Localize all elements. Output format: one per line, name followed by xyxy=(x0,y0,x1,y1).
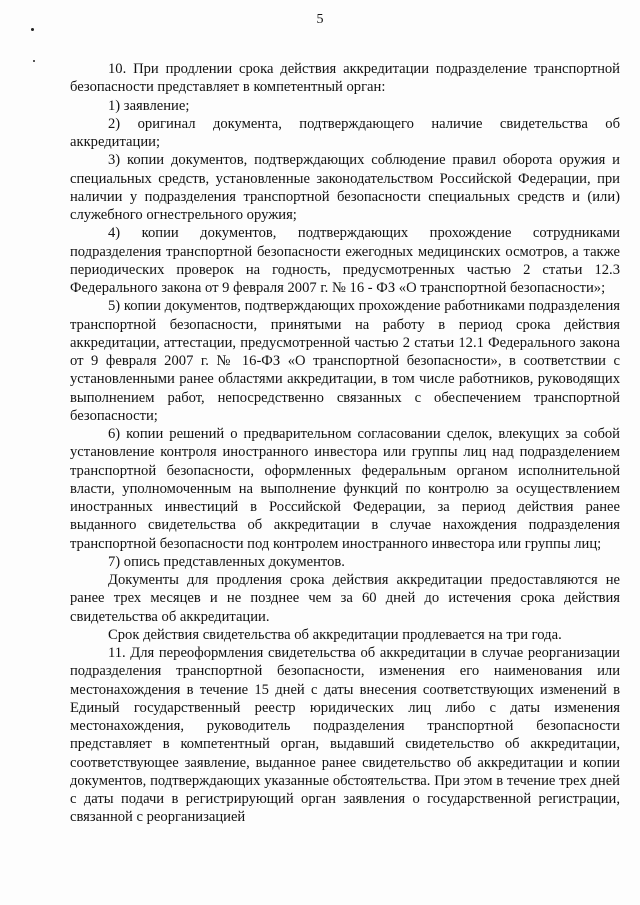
paragraph-10: 10. При продлении срока действия аккредитации подразделение транспортной безопасности представляет в компетентный орган: xyxy=(70,61,620,96)
scan-speck xyxy=(33,60,35,62)
paragraph-11: 11. Для переоформления свидетельства об аккредитации в случае реорганизации подразделения транспортной безопасности, изменения его наименования или местонахождения в течение 15 дней с даты внесения соответствующих изменений в Единый государственный реестр юридических лиц либо с даты изменения местонахождения, руководитель подразделения транспортной безопасности представляет в компетентный орган, выдавший свидетельство об аккредитации, соответствующее заявление, выданное ранее свидетельство об аккредитации и копии документов, подтверждающих указанные обстоятельства. При этом в течение трех дней с даты подачи в регистрирующий орган заявления о государственной регистрации, связанной с реорганизацией xyxy=(70,645,620,826)
list-item-2: 2) оригинал документа, подтверждающего наличие свидетельства об аккредитации; xyxy=(70,115,620,150)
scan-speck xyxy=(31,28,34,31)
list-item-1: 1) заявление; xyxy=(108,97,190,114)
list-item-3: 3) копии документов, подтверждающих соблюдение правил оборота оружия и специальных средств, установленные законодательством Российской Федерации, при наличии у подразделения транспортной безопасности специальных средств и (или) служебного огнестрельного оружия; xyxy=(70,152,620,223)
list-item-7: 7) опись представленных документов. xyxy=(108,553,345,570)
list-item-4: 4) копии документов, подтверждающих прохождение сотрудниками подразделения транспортной безопасности ежегодных медицинских осмотров, а также периодических проверок на годность, предусмотренных частью 2 статьи 12.3 Федерального закона от 9 февраля 2007 г. № 16 - ФЗ «О транспортной безопасности»; xyxy=(70,225,620,296)
paragraph-validity: Срок действия свидетельства об аккредитации продлевается на три года. xyxy=(108,626,562,643)
document-body xyxy=(70,60,620,827)
list-item-5: 5) копии документов, подтверждающих прохождение работниками подразделения транспортной безопасности, принятыми на работу в период срока действия аккредитации, аттестации, предусмотренной частью 2 статьи 12.1 Федерального закона от 9 февраля 2007 г. № 16-ФЗ «О транспортной безопасности», в соответствии с установленными ранее областями аккредитации, в том числе работников, руководящих выполнением работ, непосредственно связанных с обеспечением транспортной безопасности; xyxy=(70,298,620,424)
page-number: 5 xyxy=(316,12,324,27)
paragraph-deadline: Документы для продления срока действия аккредитации предоставляются не ранее трех месяцев и не позднее чем за 60 дней до истечения срока действия свидетельства об аккредитации. xyxy=(70,572,620,625)
list-item-6: 6) копии решений о предварительном согласовании сделок, влекущих за собой установление контроля иностранного инвестора или группы лиц над подразделением транспортной безопасности, оформленных федеральным органом исполнительной власти, уполномоченным на выполнение функций по контролю за осуществлением иностранных инвестиций в Российской Федерации, за период действия ранее выданного свидетельства об аккредитации в случае нахождения подразделения транспортной безопасности под контролем иностранного инвестора или группы лиц; xyxy=(70,426,620,552)
